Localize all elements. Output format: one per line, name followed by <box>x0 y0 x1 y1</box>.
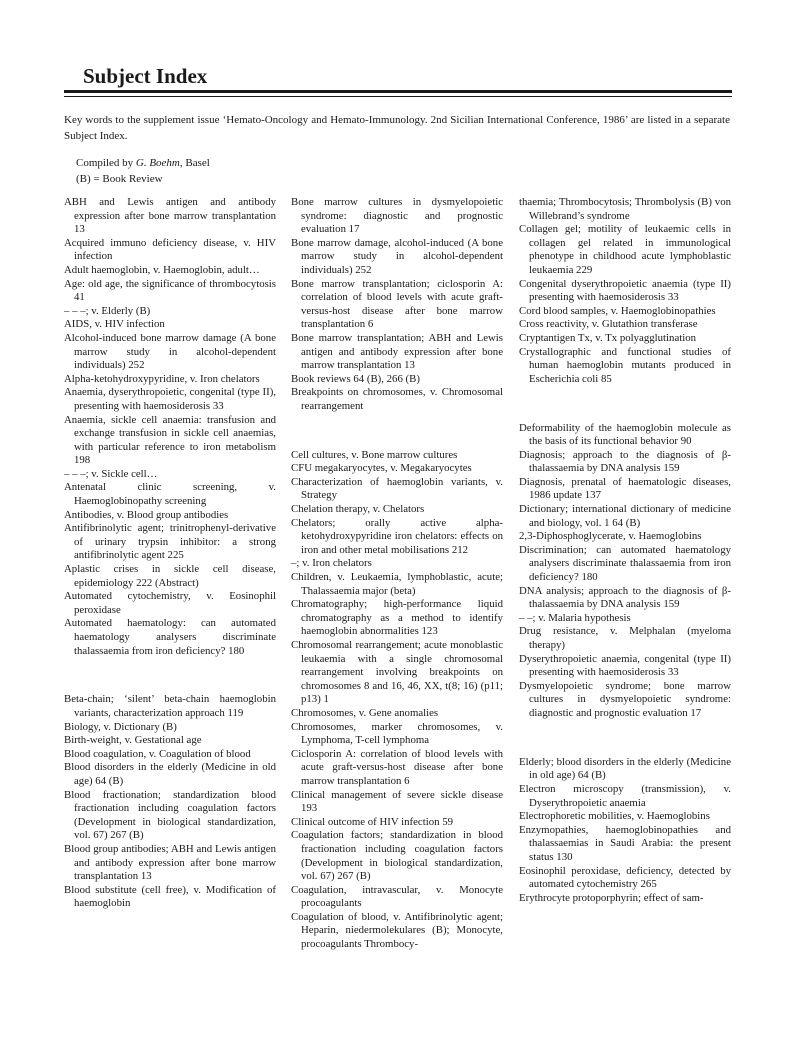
index-entry: Acquired immuno deficiency disease, v. HIV infection <box>64 236 276 263</box>
index-entry: Cell cultures, v. Bone marrow cultures <box>291 448 458 461</box>
index-entry: AIDS, v. HIV infection <box>64 318 165 331</box>
index-entry: Chelators; orally active alpha-ketohydroxypyridine iron chelators: effects on iron and other metal mobilisations 212 <box>291 516 503 556</box>
compiled-by-suffix: , Basel <box>179 157 210 169</box>
compiled-by-line <box>76 155 210 171</box>
index-entry: Bone marrow damage, alcohol-induced (A bone marrow study in alcohol-dependent individuals) 252 <box>291 236 503 276</box>
index-entry: Adult haemoglobin, v. Haemoglobin, adult… <box>64 263 260 276</box>
index-entry: thaemia; Thrombocytosis; Thrombolysis (B) von Willebrand’s syndrome <box>519 196 731 222</box>
index-entry: – – –; v. Sickle cell… <box>64 467 158 480</box>
index-entry: Book reviews 64 (B), 266 (B) <box>291 372 420 385</box>
index-entry: CFU megakaryocytes, v. Megakaryocytes <box>291 462 472 475</box>
compiled-by-block <box>76 155 210 187</box>
index-entry: Ciclosporin A: correlation of blood levels with acute graft-versus-host disease after bone marrow transplantation 6 <box>291 747 503 787</box>
index-entry: Beta-chain; ‘silent’ beta-chain haemoglobin variants, characterization approach 119 <box>64 693 276 719</box>
index-entry: Bone marrow cultures in dysmyelopoietic syndrome: diagnostic and prognostic evaluation 17 <box>291 196 503 236</box>
index-entry: Erythrocyte protoporphyrin; effect of sam- <box>519 891 704 904</box>
index-entry: Anaemia, dyserythropoietic, congenital (type II), presenting with haemosiderosis 33 <box>64 386 276 412</box>
index-entry: Automated haematology: can automated haematology analysers discriminate thalassaemia from iron deficiency? 180 <box>64 617 276 657</box>
index-entry: Elderly; blood disorders in the elderly (Medicine in old age) 64 (B) <box>519 755 731 782</box>
section-gap <box>519 731 731 745</box>
compiler-name: G. Boehm <box>135 157 180 169</box>
index-entry: Clinical outcome of HIV infection 59 <box>291 815 454 828</box>
section-gap <box>64 669 276 683</box>
index-entry: Coagulation factors; standardization in blood fractionation including coagulation factors (Development in biological standardization, vol. 67) 267 (B) <box>291 829 503 883</box>
index-entry: Coagulation of blood, v. Antifibrinolytic agent; Heparin, niedermolekulares (B); Monocyte, procoagulants Thrombocy- <box>291 910 503 951</box>
index-column-2 <box>291 196 503 952</box>
index-entry: Bone marrow transplantation; ABH and Lewis antigen and antibody expression after bone marrow transplantation 13 <box>291 331 503 372</box>
index-entry: Blood coagulation, v. Coagulation of blood <box>64 747 251 760</box>
index-entry: Birth-weight, v. Gestational age <box>64 734 202 747</box>
index-entry: Chromatography; high-performance liquid chromatography as a method to identify haemoglobin abnormalities 123 <box>291 598 503 638</box>
index-entry: Chelation therapy, v. Chelators <box>291 503 425 516</box>
index-entry: Bone marrow transplantation; ciclosporin A: correlation of blood levels with acute graft-versus-host disease after bone marrow transplantation 6 <box>291 277 503 331</box>
index-column-1 <box>64 196 276 911</box>
index-entry: Chromosomal rearrangement; acute monoblastic leukaemia with a single chromosomal rearrangement involving breakpoints on chromosomes 8 and 16, 46, XX, t(8; 16) (p11; p13) 1 <box>291 639 503 706</box>
section-gap <box>291 424 503 438</box>
index-entry: Clinical management of severe sickle disease 193 <box>291 788 503 815</box>
index-entry: Dysmyelopoietic syndrome; bone marrow cultures in dysmyelopoietic syndrome: diagnostic and prognostic evaluation 17 <box>519 679 731 719</box>
index-entry: Biology, v. Dictionary (B) <box>64 720 177 733</box>
index-entry: Characterization of haemoglobin variants, v. Strategy <box>291 475 503 502</box>
index-entry: Children, v. Leukaemia, lymphoblastic, acute; Thalassaemia major (beta) <box>291 571 503 597</box>
index-entry: Cross reactivity, v. Glutathion transferase <box>519 318 698 331</box>
index-entry: Breakpoints on chromosomes, v. Chromosomal rearrangement <box>291 386 503 412</box>
index-entry: Chromosomes, v. Gene anomalies <box>291 706 439 719</box>
index-entry: Alcohol-induced bone marrow damage (A bone marrow study in alcohol-dependent individuals) 252 <box>64 331 276 372</box>
index-entry: Deformability of the haemoglobin molecule as the basis of its functional behavior 90 <box>519 421 731 448</box>
index-entry: Aplastic crises in sickle cell disease, epidemiology 222 (Abstract) <box>64 563 276 589</box>
section-gap <box>519 397 731 411</box>
index-entry: – – –; v. Elderly (B) <box>64 304 151 317</box>
index-entry: Blood disorders in the elderly (Medicine in old age) 64 (B) <box>64 761 276 787</box>
index-entry: Diagnosis, prenatal of haematologic diseases, 1986 update 137 <box>519 475 731 502</box>
index-entry: Blood group antibodies; ABH and Lewis antigen and antibody expression after bone marrow transplantation 13 <box>64 842 276 883</box>
index-entry: Eosinophil peroxidase, deficiency, detected by automated cytochemistry 265 <box>519 864 731 891</box>
index-entry: Automated cytochemistry, v. Eosinophil peroxidase <box>64 590 276 616</box>
index-entry: Chromosomes, marker chromosomes, v. Lymphoma, T-cell lymphoma <box>291 720 503 747</box>
index-entry: Antenatal clinic screening, v. Haemoglobinopathy screening <box>64 481 276 508</box>
title-rule-thin <box>64 96 732 97</box>
index-entry: Blood fractionation; standardization blood fractionation including coagulation factors (Development in biological standardization, vol. 67) 267 (B) <box>64 788 276 842</box>
index-entry: Antibodies, v. Blood group antibodies <box>64 508 229 521</box>
index-entry: Age: old age, the significance of thrombocytosis 41 <box>64 277 276 304</box>
index-entry: Dictionary; international dictionary of medicine and biology, vol. 1 64 (B) <box>519 503 731 529</box>
index-entry: Alpha-ketohydroxypyridine, v. Iron chelators <box>64 372 260 385</box>
index-entry: Collagen gel; motility of leukaemic cells in collagen gel related in immunological phenotype in childhood acute lymphoblastic leukaemia 229 <box>519 223 731 276</box>
index-entry: Diagnosis; approach to the diagnosis of β-thalassaemia by DNA analysis 159 <box>519 448 731 475</box>
index-entry: Enzymopathies, haemoglobinopathies and thalassaemias in Saudi Arabia: the present status 130 <box>519 823 731 863</box>
book-review-legend: (B) = Book Review <box>76 173 163 185</box>
index-entry: Drug resistance, v. Melphalan (myeloma therapy) <box>519 625 731 651</box>
index-entry: 2,3-Diphosphoglycerate, v. Haemoglobins <box>519 530 702 543</box>
index-entry: –; v. Iron chelators <box>291 557 372 570</box>
index-entry: Electron microscopy (transmission), v. Dyserythropoietic anaemia <box>519 782 731 809</box>
index-entry: Discrimination; can automated haematology analysers discriminate thalassaemia from iron deficiency? 180 <box>519 543 731 584</box>
index-column-3 <box>519 196 731 905</box>
index-entry: – –; v. Malaria hypothesis <box>519 611 631 624</box>
index-entry: ABH and Lewis antigen and antibody expression after bone marrow transplantation 13 <box>64 196 276 236</box>
index-entry: Electrophoretic mobilities, v. Haemoglobins <box>519 810 710 823</box>
index-entry: Congenital dyserythropoietic anaemia (type II) presenting with haemosiderosis 33 <box>519 277 731 304</box>
index-entry: Blood substitute (cell free), v. Modification of haemoglobin <box>64 883 276 910</box>
compiled-by-prefix: Compiled by <box>76 157 136 169</box>
index-entry: Cryptantigen Tx, v. Tx polyagglutination <box>519 331 697 344</box>
page-title: Subject Index <box>83 64 208 88</box>
index-entry: Anaemia, sickle cell anaemia: transfusion and exchange transfusion in sickle cell anaemias, with particular reference to iron metabolism 198 <box>64 413 276 467</box>
index-entry: Antifibrinolytic agent; trinitrophenyl-derivative of urinary trypsin inhibitor: a strong antifibrinolytic agent 225 <box>64 522 276 562</box>
index-entry: DNA analysis; approach to the diagnosis of β-thalassaemia by DNA analysis 159 <box>519 584 731 611</box>
title-rule-thick <box>64 90 732 93</box>
index-entry: Cord blood samples, v. Haemoglobinopathies <box>519 304 716 317</box>
index-entry: Dyserythropoietic anaemia, congenital (type II) presenting with haemosiderosis 33 <box>519 652 731 679</box>
index-entry: Coagulation, intravascular, v. Monocyte procoagulants <box>291 883 503 910</box>
intro-paragraph: Key words to the supplement issue ‘Hemato-Oncology and Hemato-Immunology. 2nd Sicilian International Conference, 1986’ are listed in a separate Subject Index. <box>64 114 730 142</box>
index-entry: Crystallographic and functional studies of human haemoglobin mutants produced in Escherichia coli 85 <box>519 345 731 385</box>
